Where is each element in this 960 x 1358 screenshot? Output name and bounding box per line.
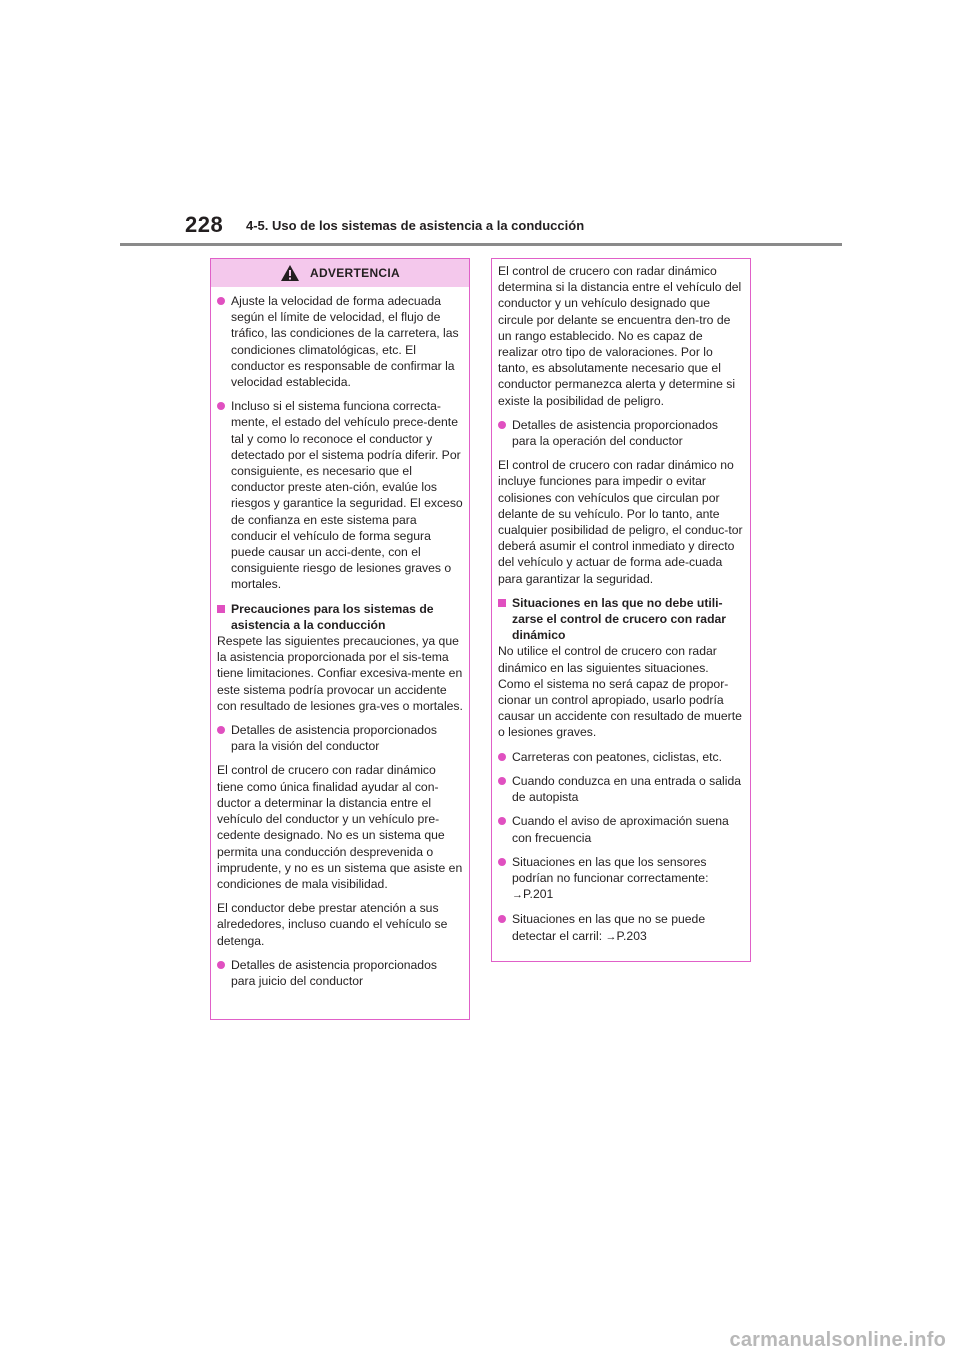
subsection-heading <box>498 595 744 644</box>
list-item <box>498 813 744 845</box>
list-item-text: Detalles de asistencia proporcionados para la operación del conductor <box>512 417 718 449</box>
paragraph: El control de crucero con radar dinámico determina si la distancia entre el vehículo del conductor y un vehículo designado que circule por delante se encuentra den-tro de un rango establecido. No es capaz de realizar otro tipo de valoraciones. Por lo tanto, es absolutamente necesario que el conductor permanezca alerta y determine si existe la posibilidad de peligro. <box>498 264 742 408</box>
list-item-text: Detalles de asistencia proporcionados para la visión del conductor <box>231 723 437 754</box>
arrow-right-icon: → <box>605 930 617 943</box>
page-number: 228 <box>185 212 224 237</box>
list-item-text: Carreteras con peatones, ciclistas, etc. <box>512 749 722 764</box>
bullet-dot-icon <box>217 726 225 734</box>
list-item <box>498 773 744 805</box>
warning-triangle-icon <box>280 264 300 282</box>
bullet-dot-icon <box>217 961 225 969</box>
bullet-square-icon <box>217 605 225 613</box>
list-item <box>217 722 463 754</box>
warning-body <box>211 287 469 989</box>
paragraph: El conductor debe prestar atención a sus alrededores, incluso cuando el vehículo se detenga. <box>217 901 448 948</box>
warning-header <box>211 259 469 287</box>
bullet-dot-icon <box>217 297 225 305</box>
paragraph: No utilice el control de crucero con radar dinámico en las siguientes situaciones. Como el sistema no será capaz de propor-cionar un control apropiado, usarlo podría causar un accidente con resultado de muerte o lesiones graves. <box>498 644 742 740</box>
section-title: 4-5. Uso de los sistemas de asistencia a la conducción <box>246 218 585 233</box>
bullet-dot-icon <box>498 421 506 429</box>
watermark: carmanualsonline.info <box>729 1329 946 1351</box>
list-item-text-main: Situaciones en las que no se puede detectar el carril: <box>512 912 706 943</box>
list-item <box>498 749 744 765</box>
list-item <box>498 854 744 904</box>
bullet-dot-icon <box>498 915 506 923</box>
list-item <box>217 957 463 989</box>
bullet-dot-icon <box>498 777 506 785</box>
list-item <box>498 911 744 944</box>
warning-body-continued <box>492 259 750 945</box>
list-item-text <box>512 911 744 944</box>
list-item-text: Cuando conduzca en una entrada o salida de autopista <box>512 773 742 805</box>
list-item <box>217 398 463 592</box>
list-item-text <box>512 854 744 904</box>
bullet-dot-icon <box>498 753 506 761</box>
paragraph: Respete las siguientes precauciones, ya que la asistencia proporcionada por el sis-tema tiene limitaciones. Confiar excesiva-mente en este sistema podría provocar un accidente con resultado de lesiones gra-ves o mortales. <box>217 634 463 713</box>
list-item-text: Ajuste la velocidad de forma adecuada según el límite de velocidad, el flujo de tráfico, las condiciones de la carretera, las condiciones climatológicas, etc. El conductor es responsable de confirmar la velocidad establecida. <box>231 294 459 390</box>
list-item-text: Incluso si el sistema funciona correcta-mente, el estado del vehículo prece-dente tal y como lo reconoce el conductor y detectado por el sistema podría diferir. Por consiguiente, es necesario que el conductor preste aten-ción, evalúe los riesgos y garantice la seguridad. El exceso de confianza en este sistema para conducir el vehículo de forma segura puede causar un acci-dente, con el consiguiente riesgo de lesiones graves o mortales. <box>231 399 463 592</box>
bullet-dot-icon <box>498 858 506 866</box>
heading-text: Situaciones en las que no debe utili-zarse el control de crucero con radar dinámico <box>512 595 727 643</box>
bullet-square-icon <box>498 599 506 607</box>
subsection-heading <box>217 601 463 633</box>
warning-box-right <box>491 258 751 962</box>
page-reference-link[interactable]: P.203 <box>616 928 647 943</box>
arrow-right-icon: → <box>512 889 523 902</box>
list-item <box>498 417 744 449</box>
paragraph: El control de crucero con radar dinámico no incluye funciones para impedir o evitar colisiones con vehículos que circulan por delante de su vehículo. Por lo tanto, ante cualquier posibilidad de peligro, el conduc-tor deberá asumir el control inmediato y directo del vehículo y actuar de forma ade-cuada para garantizar la seguridad. <box>498 458 743 586</box>
bullet-dot-icon <box>217 402 225 410</box>
list-item-text: Detalles de asistencia proporcionados para juicio del conductor <box>231 957 437 988</box>
header-rule <box>120 243 842 246</box>
list-item-text-main: Situaciones en las que los sensores podrían no funcionar correctamente: <box>512 854 709 885</box>
list-item <box>217 293 463 390</box>
warning-title: ADVERTENCIA <box>310 266 400 280</box>
heading-text: Precauciones para los sistemas de asistencia a la conducción <box>231 601 434 632</box>
warning-box-left <box>210 258 470 1020</box>
page-reference-link[interactable]: P.201 <box>523 887 554 902</box>
bullet-dot-icon <box>498 817 506 825</box>
list-item-text: Cuando el aviso de aproximación suena con frecuencia <box>512 814 729 845</box>
paragraph: El control de crucero con radar dinámico tiene como única finalidad ayudar al con-ductor a determinar la distancia entre el vehículo del conductor y un vehículo pre-cedente designado. No es un sistema que permita una conducción desprevenida o imprudente, y no es un sistema que asiste en condiciones de mala visibilidad. <box>217 763 463 891</box>
